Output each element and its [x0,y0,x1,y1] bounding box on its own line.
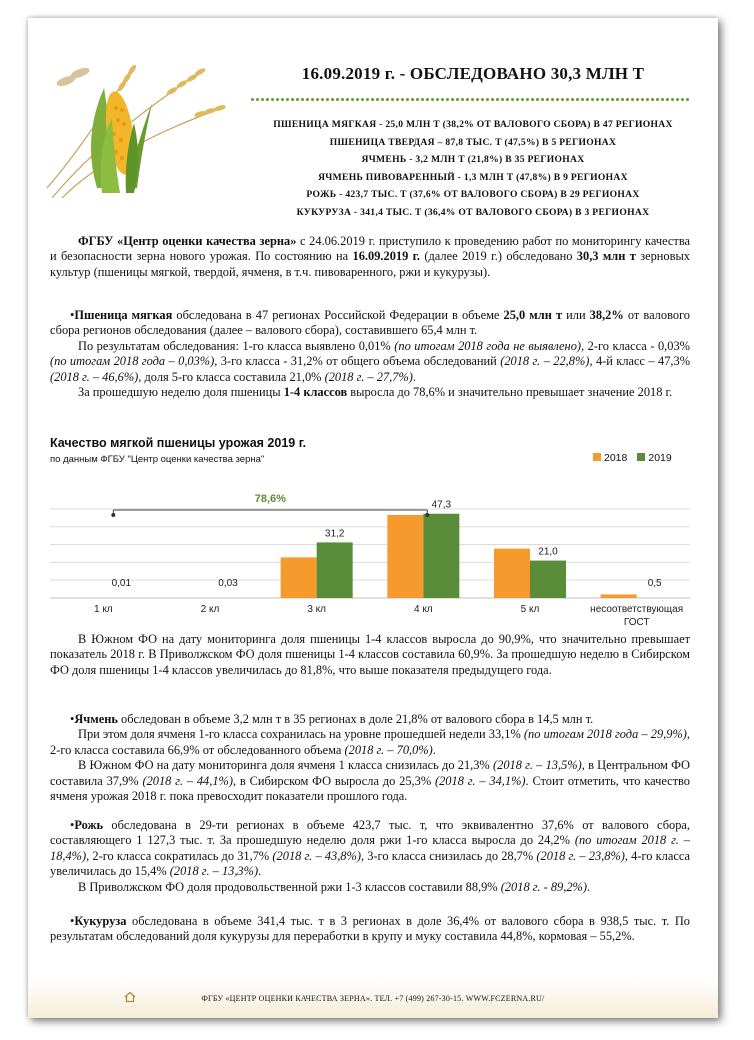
summary-line: ПШЕНИЦА ТВЕРДАЯ – 87,8 ТЫС. Т (47,5%) В 5 РЕГИОНАХ [329,136,617,148]
barley-classes-paragraph: При этом доля ячменя 1-го класса сохранилась на уровне прошедшей недели 33,1% (по итогам 2018 года – 29,9%), 2-го класса составила 66,9% от обследованного объема (2018 г. – 70,0%). [50,727,691,757]
intro-paragraph: ФГБУ «Центр оценки качества зерна» с 24.06.2019 г. приступило к проведению работ по мониторингу качества и безопасности зерна нового урожая. По состоянию на 16.09.2019 г. (далее 2019 г.) обследовано 30,3 млн т зерновых культур (пшеницы мягкой, твердой, ячменя, в т.ч. пивоваренного, ржи и кукурузы). [50,234,691,279]
org-name: ФГБУ «Центр оценки качества зерна» [78,234,297,248]
footer-contacts: ФГБУ «ЦЕНТР ОЦЕНКИ КАЧЕСТВА ЗЕРНА». ТЕЛ. +7 (499) 267-30-15. WWW.FCZERNA.RU/ [201,994,545,1003]
crop-name: Пшеница мягкая [74,308,173,322]
category-label: ГОСТ [623,617,650,628]
data-label: 47,3 [431,499,452,511]
wheat-paragraph: •Пшеница мягкая обследована в 47 регионах Российской Федерации в объеме 25,0 млн т или 38,2% от валового сбора регионов обследования (далее – валового сбора), составившего 65,4 млн т. [50,308,690,338]
category-label: 2 кл [200,604,220,615]
report-date: 16.09.2019 г. [352,249,420,264]
summary-list [238,116,708,222]
category-label: 3 кл [307,604,327,615]
wheat-classes-paragraph: По результатам обследования: 1-го класса выявлено 0,01% (по итогам 2018 года не выявлено), 2-го класса - 0,03% (по итогам 2018 года – 0,03%), 3-го класса - 31,2% от общего объема обследований (2018 г. – 22,8%), 4-й класс – 47,3% (2018 г. – 46,6%), доля 5-го класса составила 21,0% (2018 г. – 27,7%). [50,338,691,384]
annotation-dot [111,513,115,517]
rye-paragraph: •Рожь обследована в 29-ти регионах в объеме 423,7 тыс. т, что эквивалентно 37,6% от валового сбора, составляющего 1 127,3 тыс. т. За прошедшую неделю доля ржи 1-го класса выросла до 24,2% (по итогам 2018 г. – 18,4%), 2-го класса сократилась до 31,7% (2018 г. – 43,8%), 3-го класса снизилась до 28,7% (2018 г. – 23,8%), 4-го класса увеличилась до 15,4% (2018 г. – 13,3%). [50,818,690,879]
chart-subtitle: по данным ФГБУ "Центр оценки качества зерна" [50,454,265,465]
dotted-divider [250,98,690,101]
page-title: 16.09.2019 г. - ОБСЛЕДОВАНО 30,3 МЛН Т [301,64,645,83]
data-label: 21,0 [538,546,558,558]
bar-2018 [601,594,637,598]
bar-2018 [494,549,530,598]
crop-name: Кукуруза [74,914,127,928]
regions-paragraph: В Южном ФО на дату мониторинга доля пшеницы 1-4 классов выросла до 90,9%, что значительно превышает показатель 2018 г. В Приволжском ФО доля пшеницы 1-4 классов составила 60,9%. За прошедшую неделю в Сибирском ФО доля пшеницы 1-4 классов увеличилась до 81,8%, что выше показателя предыдущего года. [50,632,690,677]
summary-line: РОЖЬ - 423,7 ТЫС. Т (37,6% ОТ ВАЛОВОГО СБОРА) В 29 РЕГИОНАХ [306,189,640,201]
summary-line: ЯЧМЕНЬ - 3,2 МЛН Т (21,8%) В 35 РЕГИОНАХ [361,154,585,166]
barley-regions-paragraph: В Южном ФО на дату мониторинга доля ячменя 1 класса снизилась до 21,3% (2018 г. – 13,5%), в Центральном ФО составила 37,9% (2018 г. – 44,1%), в Сибирском ФО выросла до 25,3% (2018 г. – 34,1%). Стоит отметить, что качество ячменя урожая 2018 г. пока превосходит показатели прошлого года. [50,758,691,804]
bar-2019 [530,561,566,598]
annotation-dot [425,513,429,517]
legend-swatch [593,453,601,461]
page-footer [28,980,718,1018]
total-amount: 30,3 млн т [576,249,636,264]
chart-title: Качество мягкой пшеницы урожая 2019 г. [50,436,307,450]
corn-paragraph: •Кукуруза обследована в объеме 341,4 тыс. т в 3 регионах в доле 36,4% от валового сбора в 938,5 тыс. т. По результатам обследований доля кукурузы для переработки в крупу и муку составила 44,8%, кормовая – 55,2%. [50,914,690,944]
category-label: 5 кл [520,604,540,615]
summary-line: КУКУРУЗА - 341,4 ТЫС. Т (36,4% ОТ ВАЛОВОГО СБОРА) В 3 РЕГИОНАХ [296,206,650,218]
legend-item-2018: 2018 [593,452,627,464]
bar-2018 [281,557,317,598]
legend-swatch [637,453,645,461]
barley-section [50,712,690,804]
category-label: 4 кл [413,604,433,615]
regions-section [50,632,690,678]
crop-name: Ячмень [74,712,118,726]
corn-wheat-illustration [42,48,242,198]
summary-line: ЯЧМЕНЬ ПИВОВАРЕННЫЙ - 1,3 МЛН Т (47,8%) В 9 РЕГИОНАХ [318,171,628,183]
bar-2018 [387,515,423,598]
bar-2019 [423,514,459,598]
rye-section [50,818,690,895]
category-label: 1 кл [93,604,113,615]
corn-section [50,914,690,945]
annotation-label: 78,6% [254,493,286,505]
rye-region-paragraph: В Приволжском ФО доля продовольственной ржи 1-3 классов составили 88,9% (2018 г. - 89,2%). [78,879,591,894]
barley-paragraph: •Ячмень обследован в объеме 3,2 млн т в 35 регионах в доле 21,8% от валового сбора в 14,5 млн т. [70,712,594,726]
data-label: 0,01 [111,578,132,589]
category-label: несоответствующая [590,604,684,615]
document-page [28,18,718,1018]
legend-item-2019: 2019 [637,452,671,464]
data-label: 0,03 [218,578,238,589]
bar-2019 [317,542,353,598]
data-label: 31,2 [324,528,345,540]
summary-line: ПШЕНИЦА МЯГКАЯ - 25,0 МЛН Т (38,2% ОТ ВАЛОВОГО СБОРА) В 47 РЕГИОНАХ [273,119,673,130]
chart-legend [593,452,672,464]
wheat-quality-chart [50,470,690,630]
wheat-section [50,308,690,400]
wheat-week-paragraph: За прошедшую неделю доля пшеницы 1-4 классов выросла до 78,6% и значительно превышает значение 2018 г. [78,385,673,400]
crop-name: Рожь [74,818,104,832]
data-label: 0,5 [647,578,662,589]
intro-section [50,234,690,280]
